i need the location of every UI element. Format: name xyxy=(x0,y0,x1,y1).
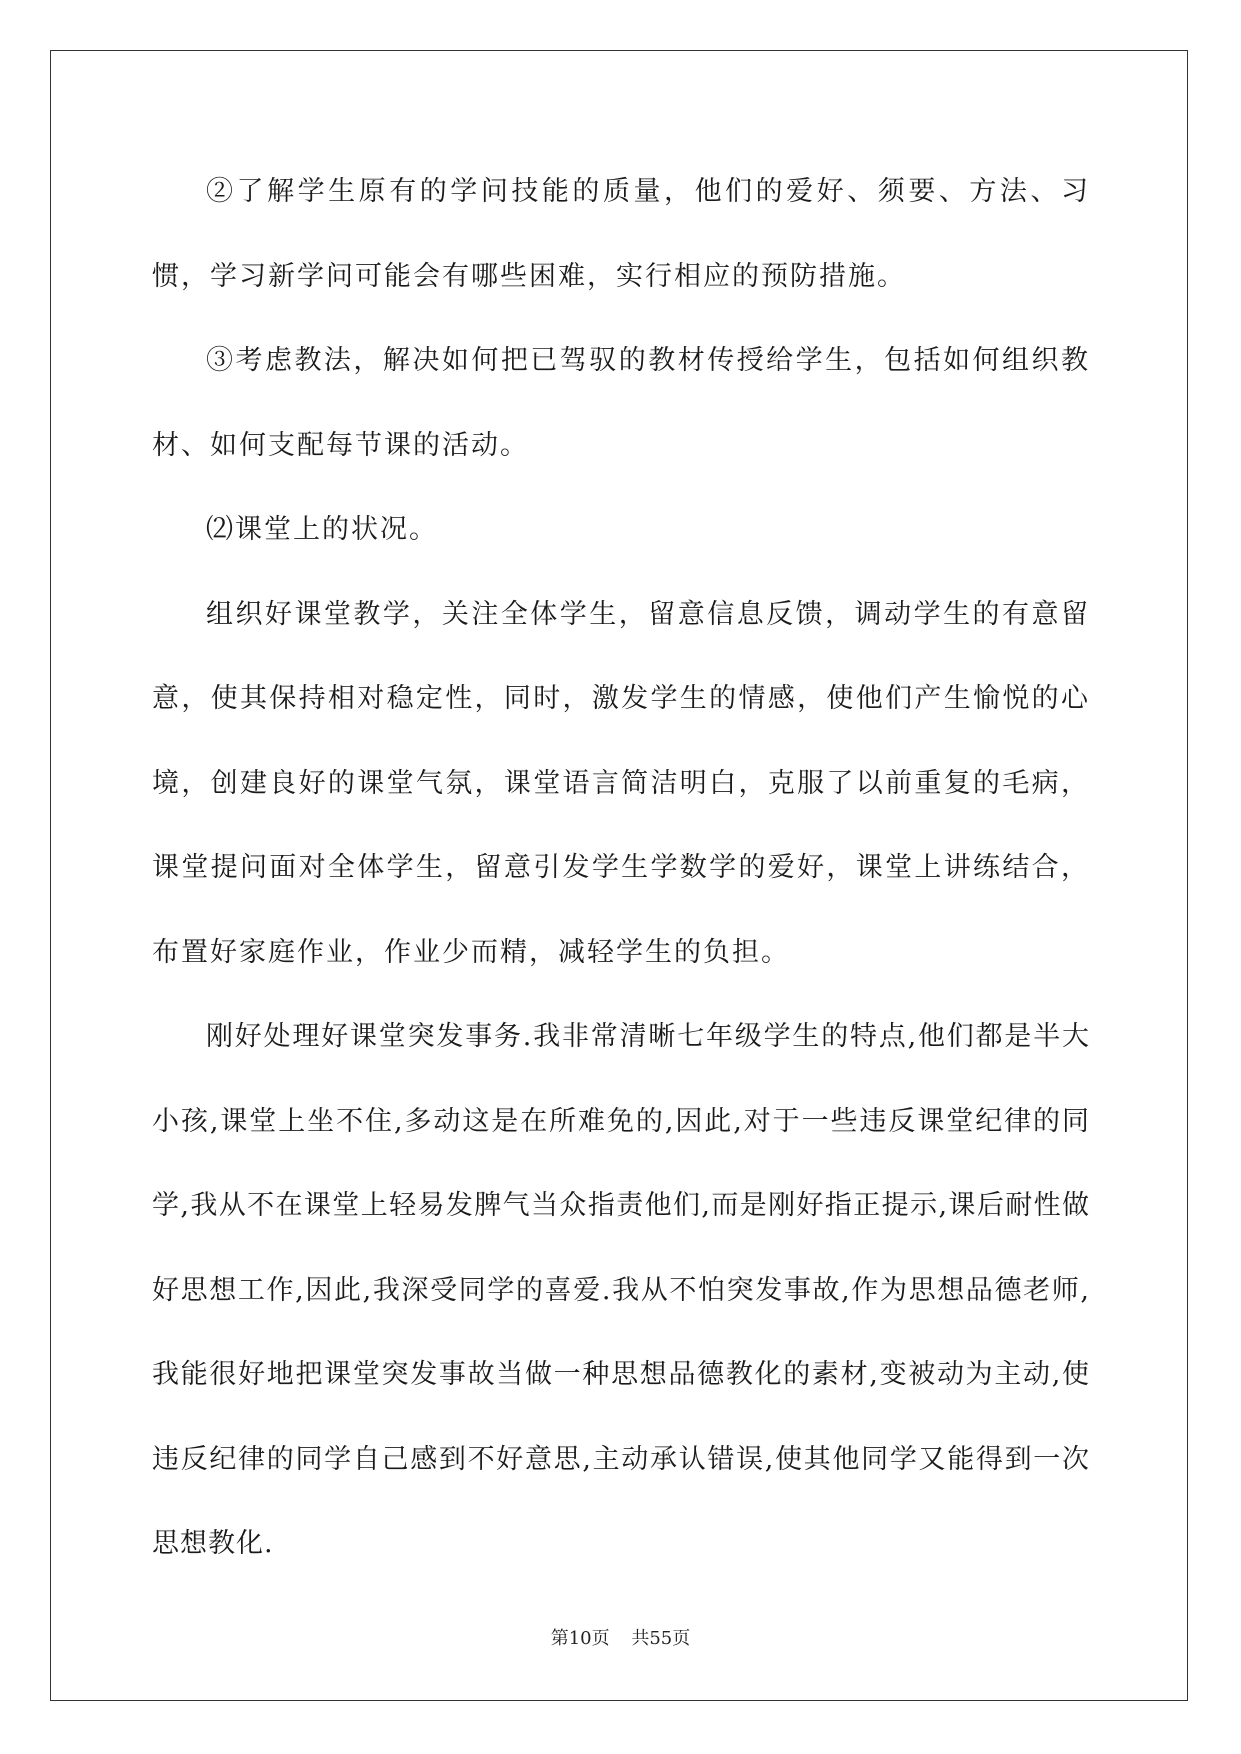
paragraph-4: 组织好课堂教学，关注全体学生，留意信息反馈，调动学生的有意留意，使其保持相对稳定性，同时，激发学生的情感，使他们产生愉悦的心境，创建良好的课堂气氛，课堂语言简洁明白，克服了以前重复的毛病，课堂提问面对全体学生，留意引发学生学数学的爱好，课堂上讲练结合，布置好家庭作业，作业少而精，减轻学生的负担。 xyxy=(152,598,1090,968)
paragraph-2: ③考虑教法，解决如何把已驾驭的教材传授给学生，包括如何组织教材、如何支配每节课的活动。 xyxy=(152,345,1090,461)
document-body xyxy=(152,150,1090,1587)
paragraph-3-heading: ⑵课堂上的状况。 xyxy=(206,514,438,545)
page-total: 共55页 xyxy=(631,1628,691,1649)
page-footer xyxy=(0,1624,1241,1650)
paragraph-5: 刚好处理好课堂突发事务.我非常清晰七年级学生的特点,他们都是半大小孩,课堂上坐不住,多动这是在所难免的,因此,对于一些违反课堂纪律的同学,我从不在课堂上轻易发脾气当众指责他们,而是刚好指正提示,课后耐性做好思想工作,因此,我深受同学的喜爱.我从不怕突发事故,作为思想品德老师,我能很好地把课堂突发事故当做一种思想品德教化的素材,变被动为主动,使违反纪律的同学自己感到不好意思,主动承认错误,使其他同学又能得到一次思想教化. xyxy=(152,1021,1090,1559)
page-number: 第10页 xyxy=(550,1628,610,1649)
paragraph-1: ②了解学生原有的学问技能的质量，他们的爱好、须要、方法、习惯，学习新学问可能会有哪些困难，实行相应的预防措施。 xyxy=(152,176,1090,292)
